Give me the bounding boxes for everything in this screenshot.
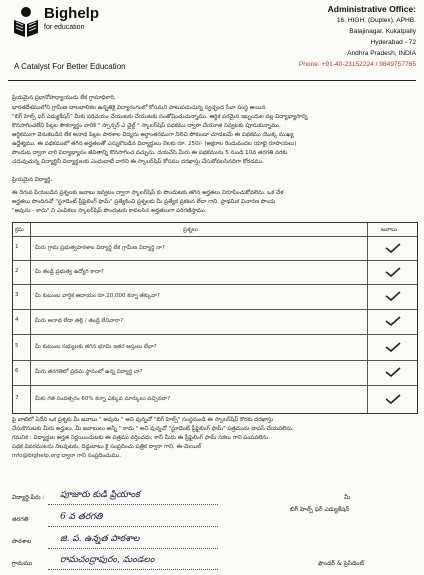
brand-subtitle: for education [44,24,85,31]
table-row-line [13,334,417,335]
footer-line: పథక వివరములను నిలవుటకు, దిద్దుబాటు కై సంప్రదించు పత్రిక ద్వారా గాని, ఈ-మెయిల్ [12,444,202,450]
signature-line-3: ఫౌండర్ & ప్రెసిడెంట్ [318,560,365,567]
table-row-question: మీ కుటుంబ సభ్యులకు తగిన భూమి ఇతర ఆస్తులు లేవా? [35,344,157,350]
village-value: రామచంద్రాపురం, మండలం [60,555,155,565]
table-row-line [13,284,417,285]
school-label: పాఠశాల [12,538,32,545]
footer-line: గమనిక : విద్యార్థుల అర్హత నిర్ణయించుటకు ఈ పత్రము వర్తించదు; కానీ మీరు ఈ ప్రీఫైలింగ్ ఫామ్ నకలు గాని పంపవలెను. [12,435,270,441]
office-address [246,4,416,70]
instr-line: ఈ దిగువ పేయబడిన ప్రశ్నలకు జవాబు ఇవ్వటం ద్వారా స్కాలర్‌షిప్ కు పొందుటకు తగిన అర్హతలు నిరూపించుకోవలెను. ఒక వేళ [12,190,284,196]
student-name-value: పూజారు కుడి ప్రియాంక [60,490,140,500]
table-head-question: ప్రశ్నలు [183,227,198,233]
office-line: Hyderabad - 72 [370,39,416,46]
footer-paragraph [12,416,414,461]
office-line: Andhra Pradesh, INDIA [347,50,416,57]
student-name-label: విద్యార్థి పేరు : [12,494,45,501]
intro-line: భారతదేశములోని గ్రామీణ బాలబాలికల ఉన్నతికై విద్యారంగంలో కోసమని పాటుపడుచున్న స్వచ్ఛంద సేవా సంస్థ అయిన [12,105,266,111]
student-name-line [48,504,218,505]
checkmark-icon [385,316,401,326]
footer-line: చేసుకొనుటకు మీరు అర్హులు. మీ జవాబులు అన్నీ " కాదు " అని వున్నచో "స్టూడెంట్ ప్రీఫైలింగ్ ఫామ్" పత్రమును వాపస్ చేయవలెను. [12,426,294,432]
table-row-line [13,309,417,310]
footer-line: పై వాటిలో ఏదేని ఒక ప్రశ్నకు మీ జవాబు " అవును " అని వున్నచో "బిగ్ హెల్ప్" సంస్థనుండి ఈ స్కాలర్‌షిప్ కొరకు దరఖాస్తు [12,417,274,423]
table-row-no: 3 [15,292,19,298]
village-label: గ్రామము [12,560,33,567]
book-logo-icon [12,6,40,38]
table-row-no: 6 [15,368,19,374]
table-row-question: మీ కుటుంబ వార్షిక ఆదాయం రూ.20,000 కన్నా తక్కువా? [35,293,160,299]
instr-line: అర్హతలు పొందినచో "స్టూడెంట్ ప్రీఫైలింగ్ ఫామ్" ప్రత్యేకించి ప్రశ్నలకు మీ ప్రత్యేక ప్రకటన లేదా గాని. ప్రాథమిక విచారణ పొందు [12,199,276,205]
header-divider [8,80,416,81]
table-row-no: 5 [15,343,19,349]
office-line: Balajinagar, Kukatpally [349,28,416,35]
village-line [48,569,218,570]
table-row-line [13,236,417,237]
student-greeting-text: ప్రియమైన విద్యార్థి, [12,177,53,183]
brand-name: Bighelp [44,5,99,22]
class-value: 6 వ తరగతి [60,512,103,522]
instr-line: "అవును - కాదు" ని ఎంపికలు స్కాలర్‌షిప్ పొందుటకు కావలసిన అర్హతలుగా పరిగణిస్తాము. [12,208,207,214]
table-row-question: మీకు గత సంవత్సరం 60% కన్నా ఎక్కువ మార్కులు వచ్చినవా? [35,396,171,402]
student-greeting [12,176,414,185]
intro-line: "బిగ్ హెల్ప్ ఫర్ ఎడ్యుకేషన్" మీకు పరిచయం చేయుటకు చేయుటకు సంతోషించుచున్నాము. ఆర్థిక పరమైన ఇబ్బందుల వల్ల విద్యాభ్యాసాన్ని [12,114,308,120]
school-line [48,548,218,549]
table-row-line [13,385,417,386]
signature-line-1: మీ [344,494,351,501]
table-head-no: క్రమ [15,227,24,233]
intro-line: పొందుట ద్వారా వారి విద్యాభ్యాసం జీవితాన్ని కొనసాగించ వచ్చును. దయచేసి మీరు ఈ పథకమును 5 నుండి 10వ తరగతి వరకు [12,150,288,156]
intro-paragraph [12,104,414,167]
table-row-question: మీరు తరగతిలో ప్రథమ స్థానంలో ఉన్న విద్యార్థి నా? [35,369,143,375]
signature-line-2: బిగ్ హెల్ప్ ఫర్ ఎడ్యుకేషన్ [290,506,350,513]
checkmark-icon [385,342,401,352]
eligibility-table [12,222,418,414]
intro-line: చదువుచున్న విద్యార్థినీ విద్యార్థులకు ఎందుబాటే వారిని ఈ స్కాలర్‌షిప్ కోసము దరఖాస్తు చేసుకోవలసినదిగా కోరడము. [12,159,265,165]
table-head-answer: జవాబు [381,227,398,233]
salutation-text: ప్రియమైన ప్రధానోపాధ్యాయుడు లేక గ్రామాధికారి, [12,95,116,101]
intro-line: కొనసాగించలేని పిల్లల సౌకర్యార్థం వారికి " స్పాన్సర్ ఎ ఛైల్డ్ " స్కాలర్‌షిప్ పథకము ద్వారా చేయూత నివ్వటకు పూనుకున్నాము. [12,123,281,129]
class-label: తరగతి [12,516,29,523]
table-row-no: 7 [15,395,19,401]
school-value: జి. ప. ఉన్నత పాఠశాల [60,534,140,544]
tagline: A Catalyst For Better Education [14,62,126,71]
office-line: 16, HIGH. (Duplex), APHB. [336,17,416,24]
table-row-question: మీరు అనాథ లేదా తల్లి / తండ్రి లేనివారా? [35,318,123,324]
salutation [12,94,414,103]
footer-line: info@bighelp.org ద్వారా గాని సంప్రదించుము. [12,453,121,459]
instructions-paragraph [12,189,414,216]
class-line [48,526,218,527]
table-row-no: 1 [15,244,19,250]
checkmark-icon [385,367,401,377]
table-row-line [13,260,417,261]
office-phone: Phone: +91-40-23152224 / 9849757765 [298,61,416,68]
intro-line: ఉద్దేశ్యము. ఈ పథకములో తగిన అర్హతలతో ఎన్నుకొబడిన విద్యార్థులు నెలకు రూ. 250/- (అక్షరాల రెండువందల యాభై రూపాయలు) [12,141,297,147]
checkmark-icon [385,243,401,253]
table-row-question: మీరు గ్రామ ప్రభుత్వపాఠశాల విద్యార్థి లేక గ్రామీణ విద్యార్థి నా? [35,245,165,251]
intro-line: ఆర్థికముగా వెనుకబడిన లేక అనాథ పిల్లల పాఠశాల విద్యను అర్థాంతరముగా నిలిచి పోకుండా చూడటమే ఈ పథకము యొక్క ముఖ్య [12,132,294,138]
table-row-no: 2 [15,268,19,274]
checkmark-icon [385,291,401,301]
table-row-question: మీ తండ్రి ప్రభుత్వ ఉద్యోగి కాదా? [35,269,104,275]
checkmark-icon [385,394,401,404]
office-title: Administrative Office: [327,4,416,14]
table-row-line [13,360,417,361]
checkmark-icon [385,267,401,277]
table-row-no: 4 [15,317,19,323]
